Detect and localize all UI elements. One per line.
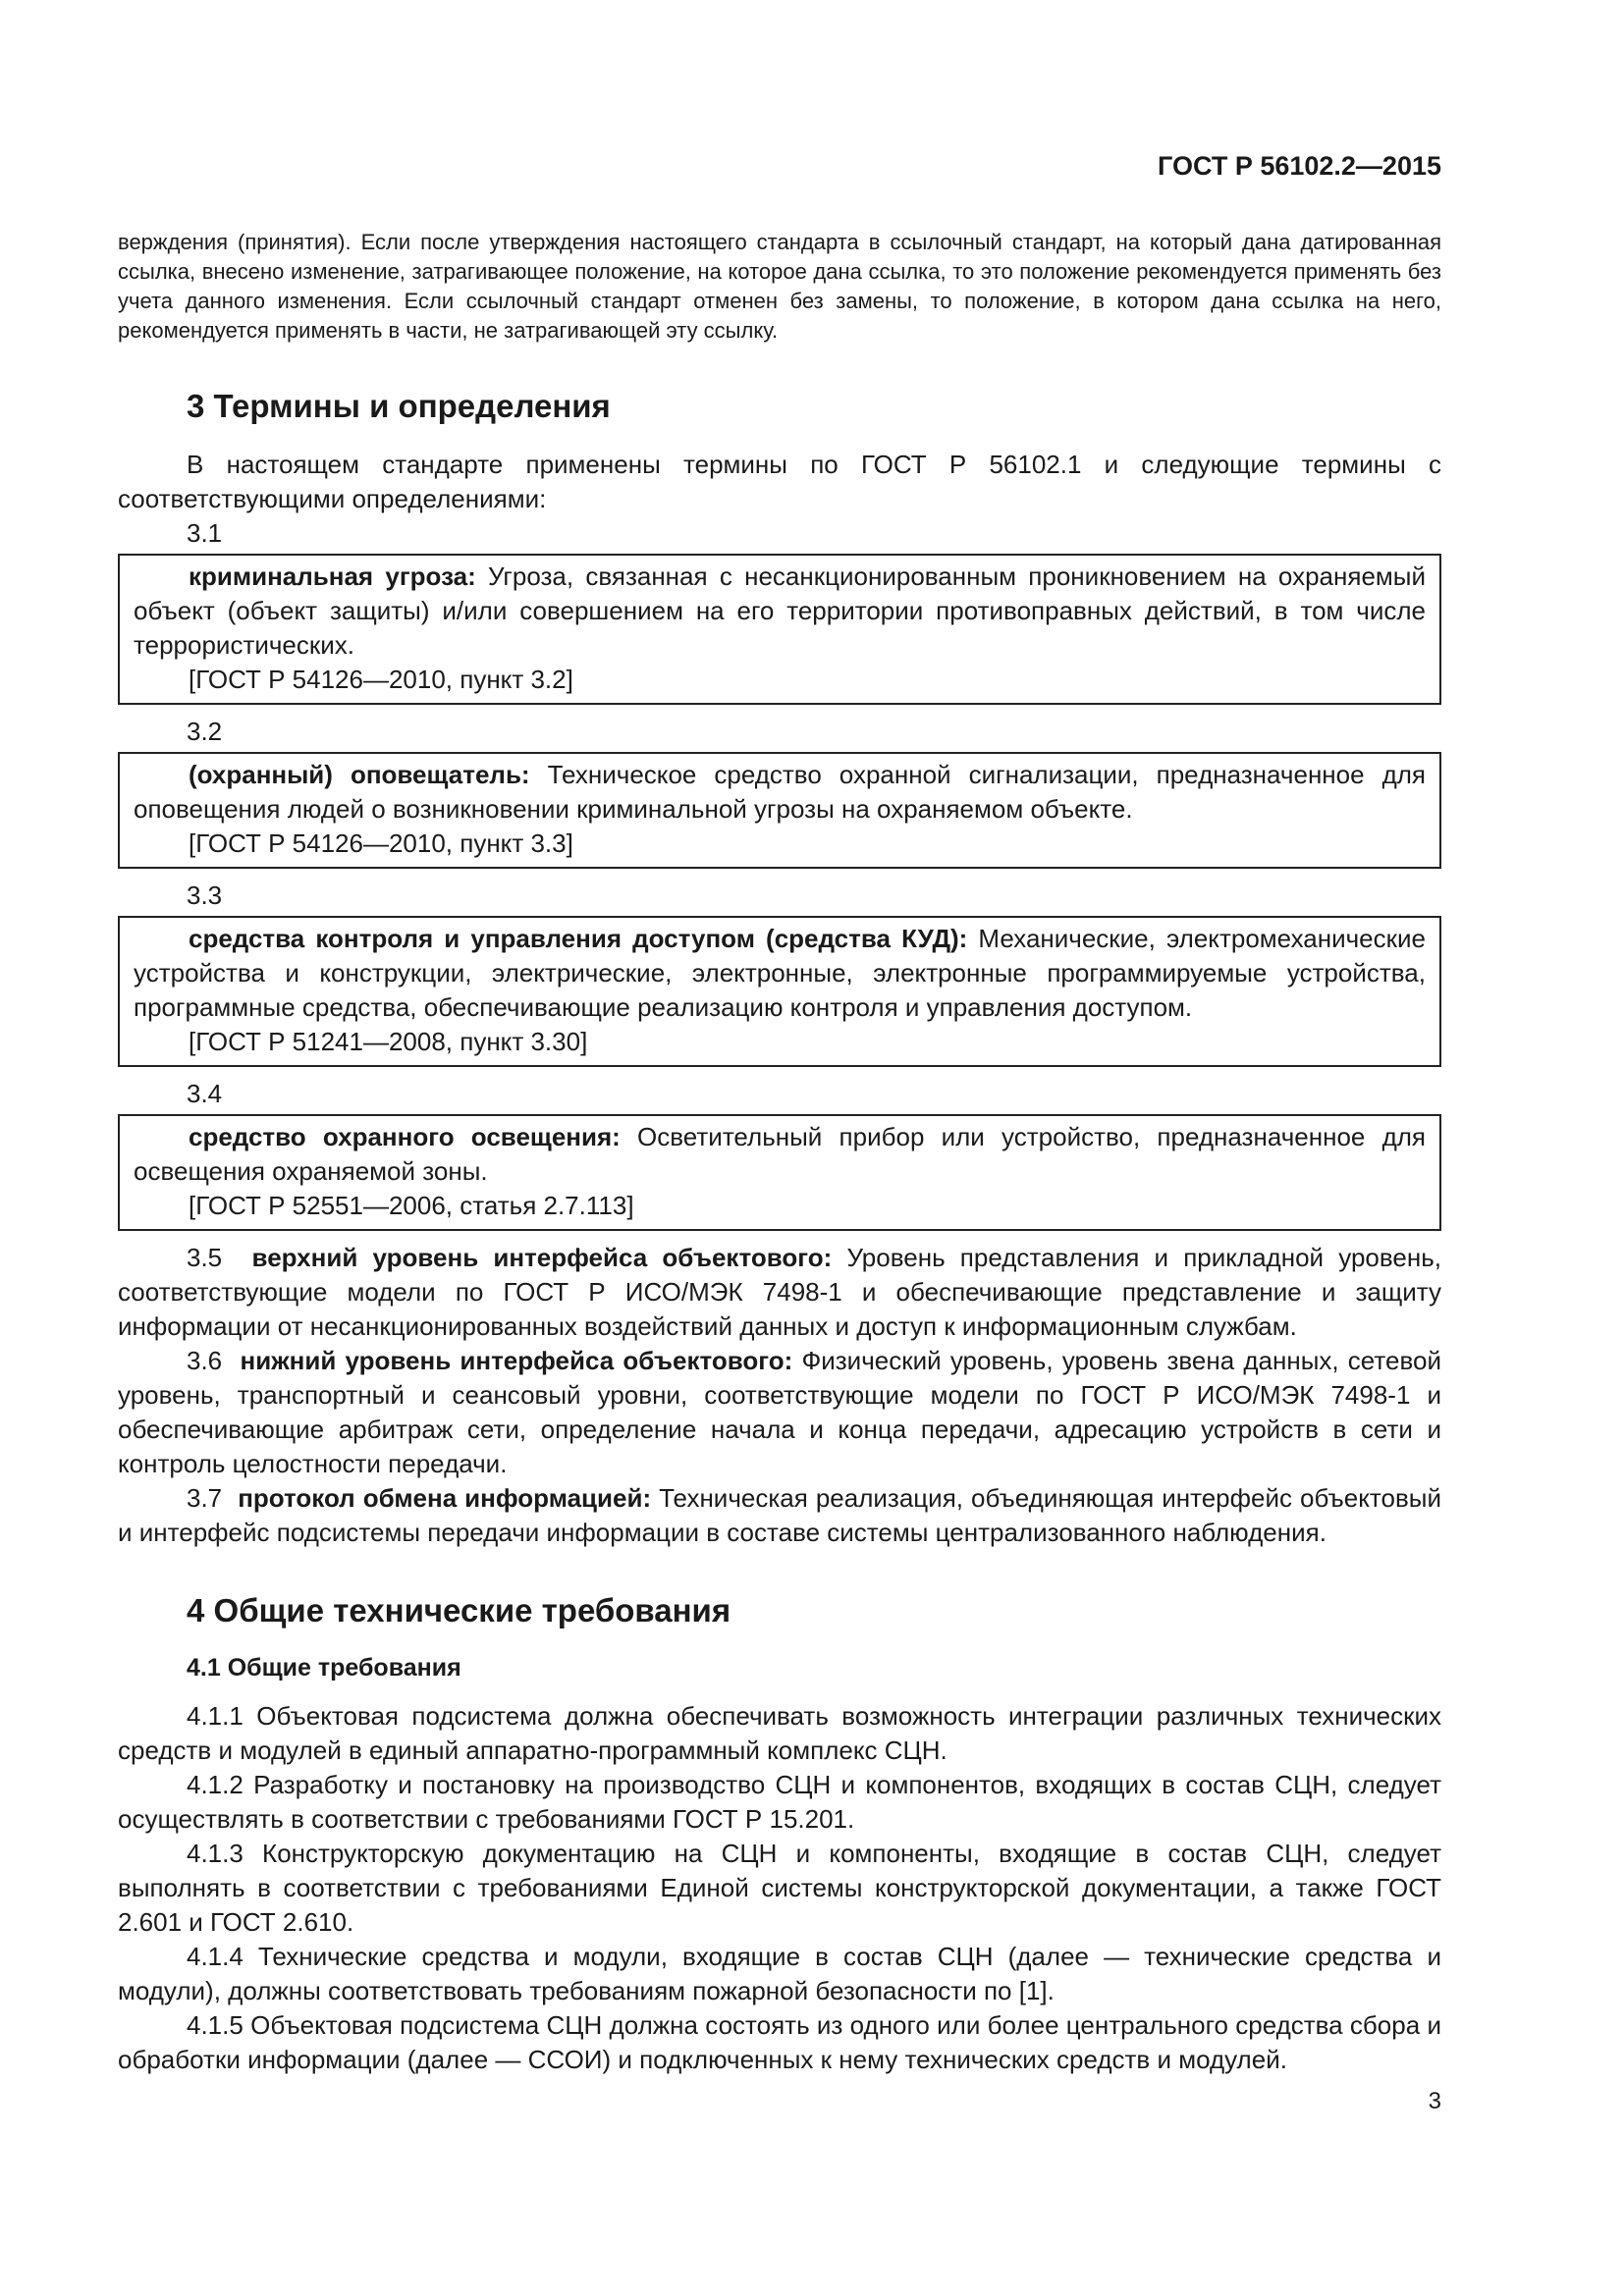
requirement-number: 4.1.4 xyxy=(187,1942,244,1971)
term-number: 3.1 xyxy=(187,518,223,548)
term-source: [ГОСТ Р 54126—2010, пункт 3.2] xyxy=(189,665,573,694)
term-name: криминальная угроза: xyxy=(189,561,476,591)
requirement-number: 4.1.2 xyxy=(187,1770,244,1799)
term-box xyxy=(118,1114,1441,1231)
section-4 xyxy=(118,1591,1441,2077)
requirement-paragraph xyxy=(118,1699,1441,1768)
requirement-paragraph xyxy=(118,1837,1441,1940)
term-name: нижний уровень интерфейса объектового: xyxy=(240,1346,793,1375)
term-text: Осветительный прибор или устройство, предназначенное для освещения охраняемой зоны. xyxy=(134,1122,1427,1186)
section-4-title: 4 Общие технические требования xyxy=(187,1592,731,1629)
term-text: Угроза, связанная с несанкционированным проникновением на охраняемый объект (объект защиты) и/или совершением на его территории противоправных действий, в том числе террористических. xyxy=(134,561,1426,660)
term-source: [ГОСТ Р 54126—2010, пункт 3.3] xyxy=(189,828,573,858)
term-box xyxy=(118,916,1441,1067)
requirement-paragraph xyxy=(118,2008,1441,2077)
requirement-text: Конструкторскую документацию на СЦН и компоненты, входящие в состав СЦН, следует выполнять в соответствии с требованиями Единой системы конструкторской документации, а также ГОСТ 2.601 и ГОСТ 2.610. xyxy=(118,1839,1441,1937)
term-definition xyxy=(134,922,1426,1025)
term-number: 3.6 xyxy=(187,1346,223,1375)
term-paragraph xyxy=(118,1481,1441,1550)
requirement-text: Объектовая подсистема должна обеспечивать возможность интеграции различных технических средств и модулей в единый аппаратно-программный комплекс СЦН. xyxy=(118,1701,1441,1765)
section-3-lead: В настоящем стандарте применены термины по ГОСТ Р 56102.1 и следующие термины с соответствующими определениями: xyxy=(118,450,1441,513)
term-number: 3.3 xyxy=(187,881,223,910)
term-definition xyxy=(134,758,1426,827)
term-source: [ГОСТ Р 52551—2006, статья 2.7.113] xyxy=(189,1191,634,1220)
term-definition xyxy=(134,560,1426,663)
requirement-number: 4.1.3 xyxy=(187,1839,244,1868)
term-name: (охранный) оповещатель: xyxy=(189,760,530,789)
term-number: 3.2 xyxy=(187,717,223,746)
term-paragraph xyxy=(118,1241,1441,1344)
term-text: Физический уровень, уровень звена данных, сетевой уровень, транспортный и сеансовый уровни, соответствующие модели по ГОСТ Р ИСО/МЭК 7498-1 и обеспечивающие арбитраж сети, определение начала и конца передачи, адресацию устройств в сети и контроль целостности передачи. xyxy=(118,1346,1441,1478)
term-text: Механические, электромеханические устройства и конструкции, электрические, электронные, электронные программируемые устройства, программные средства, обеспечивающие реализацию контроля и управления доступом. xyxy=(134,924,1426,1022)
term-text: Уровень представления и прикладной уровень, соответствующие модели по ГОСТ Р ИСО/МЭК 7498-1 и обеспечивающие представление и защиту информации от несанкционированных воздействий данных и доступ к информационным службам. xyxy=(118,1243,1441,1341)
term-number: 3.7 xyxy=(187,1483,223,1513)
requirement-text: Технические средства и модули, входящие в состав СЦН (далее — технические средства и модули), должны соответствовать требованиям пожарной безопасности по [1]. xyxy=(118,1942,1441,2005)
term-name: верхний уровень интерфейса объектового: xyxy=(251,1243,833,1272)
requirement-paragraph xyxy=(118,1768,1441,1837)
term-name: средства контроля и управления доступом (средства КУД): xyxy=(189,924,968,953)
term-text: Техническая реализация, объединяющая интерфейс объектовый и интерфейс подсистемы передачи информации в составе системы централизованного наблюдения. xyxy=(118,1483,1441,1547)
intro-paragraph: верждения (принятия). Если после утверждения настоящего стандарта в ссылочный стандарт, на который дана датированная ссылка, внесено изменение, затрагивающее положение, на которое дана ссылка, то это положение рекомендуется применять без учета данного изменения. Если ссылочный стандарт отменен без замены, то положение, в котором дана ссылка на него, рекомендуется применять в части, не затрагивающей эту ссылку. xyxy=(118,230,1441,343)
requirement-text: Разработку и постановку на производство СЦН и компонентов, входящих в состав СЦН, следует осуществлять в соответствии с требованиями ГОСТ Р 15.201. xyxy=(118,1770,1441,1834)
term-number: 3.4 xyxy=(187,1079,223,1108)
document-body xyxy=(118,228,1441,2077)
requirement-number: 4.1.5 xyxy=(187,2010,244,2040)
term-box xyxy=(118,554,1441,705)
term-number: 3.5 xyxy=(187,1243,223,1272)
requirement-paragraph xyxy=(118,1940,1441,2008)
subsection-4-1-title: 4.1 Общие требования xyxy=(187,1654,461,1682)
section-3-title: 3 Термины и определения xyxy=(187,388,611,424)
term-name: протокол обмена информацией: xyxy=(238,1483,652,1513)
term-box xyxy=(118,752,1441,869)
requirement-number: 4.1.1 xyxy=(187,1701,244,1731)
term-text: Техническое средство охранной сигнализации, предназначенное для оповещения людей о возникновении криминальной угрозы на охраняемом объекте. xyxy=(134,760,1426,824)
term-paragraph xyxy=(118,1344,1441,1481)
page-number: 3 xyxy=(1428,2088,1441,2114)
requirement-text: Объектовая подсистема СЦН должна состоять из одного или более центрального средства сбора и обработки информации (далее — ССОИ) и подключенных к нему технических средств и модулей. xyxy=(118,2010,1441,2074)
term-definition xyxy=(134,1120,1426,1189)
term-source: [ГОСТ Р 51241—2008, пункт 3.30] xyxy=(189,1027,588,1056)
term-name: средство охранного освещения: xyxy=(189,1122,621,1151)
document-header: ГОСТ Р 56102.2—2015 xyxy=(1158,151,1441,181)
